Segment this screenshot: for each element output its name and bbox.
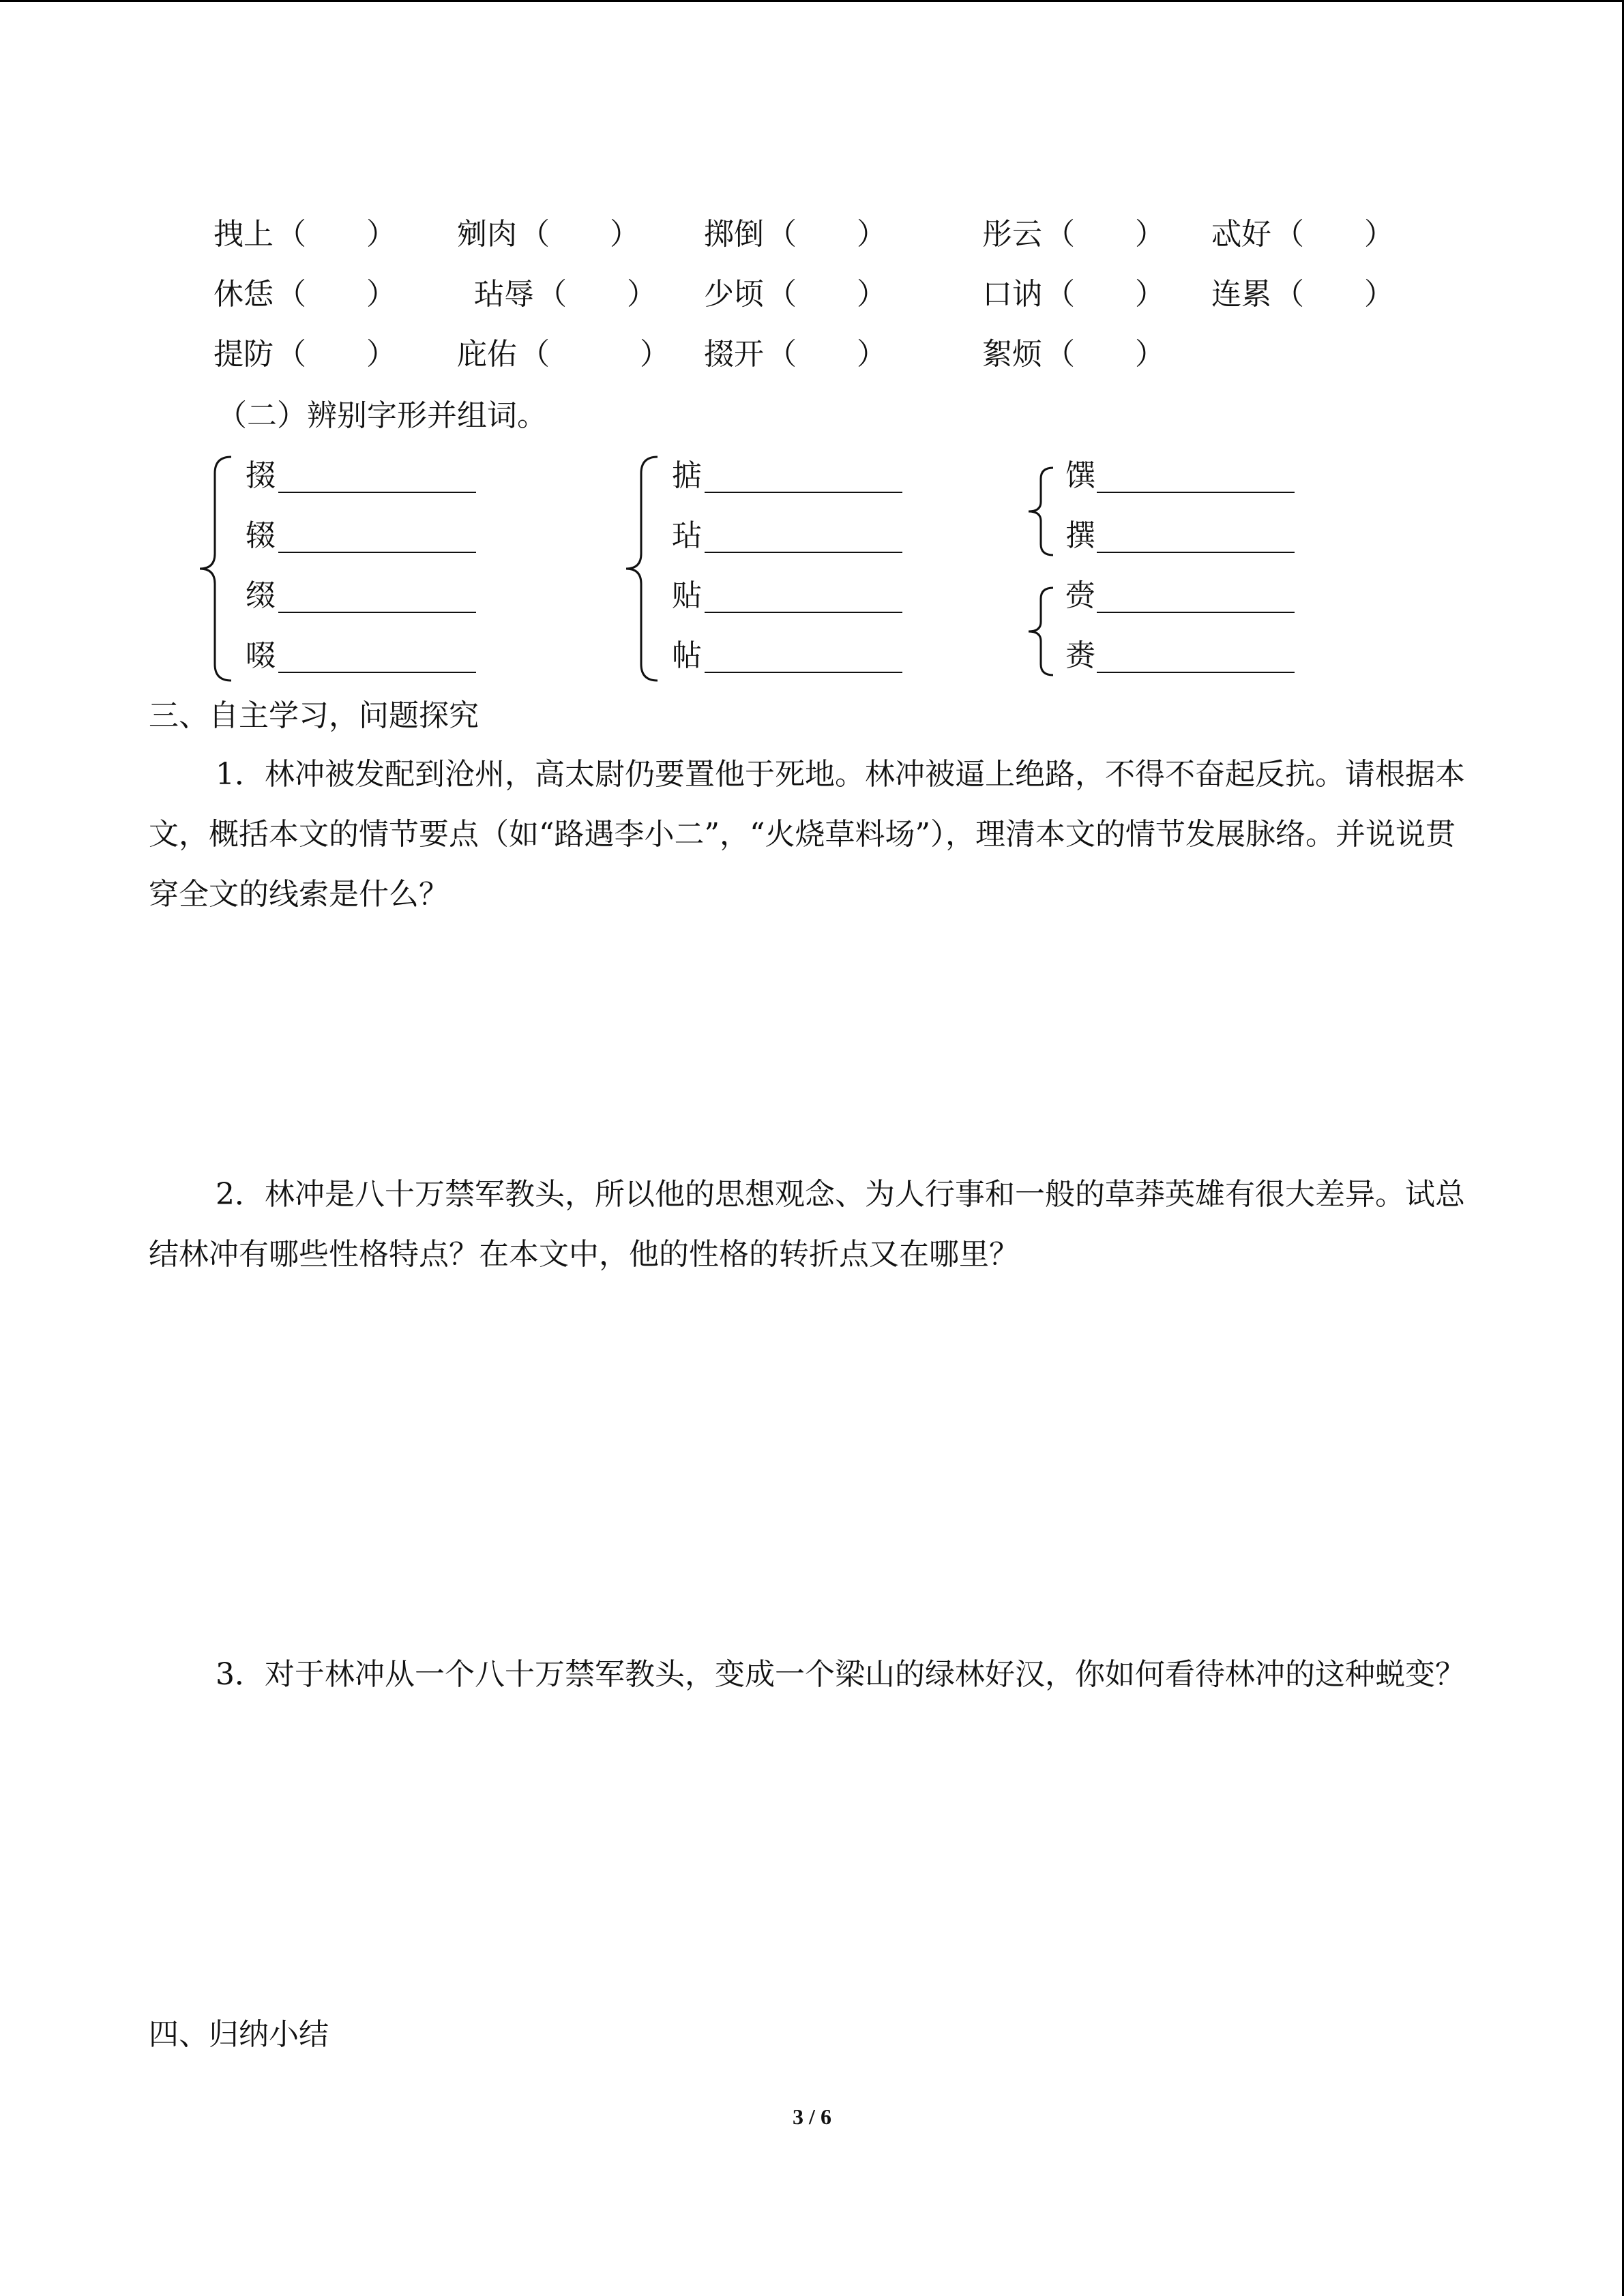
char-item: 啜 [246,638,276,673]
pinyin-answer-blank[interactable]: （ ） [1045,277,1165,312]
answer-line[interactable] [1097,672,1295,673]
pinyin-word: 口讷 [982,277,1042,312]
brace-group-1 [194,453,235,685]
pinyin-word: 少顷 [704,277,764,312]
pinyin-word: 掇开 [704,337,764,372]
answer-line[interactable] [278,492,476,493]
section-3-heading: 三、自主学习，问题探究 [149,698,479,733]
pinyin-word: 彤云 [982,217,1042,252]
question-2: 2．林冲是八十万禁军教头，所以他的思想观念、为人行事和一般的草莽英雄有很大差异。试总结林冲有哪些性格特点？在本文中，他的性格的转折点又在哪里？ [149,1177,1465,1272]
char-item: 赉 [1065,638,1095,673]
pinyin-answer-blank[interactable]: （ ） [1274,217,1394,252]
page-top-border [0,0,1624,2]
char-item: 掇 [246,458,276,493]
answer-line[interactable] [1097,552,1295,553]
brace-group-3b [1023,584,1057,679]
char-item: 帖 [672,638,702,673]
pinyin-answer-blank[interactable]: （ ） [767,337,887,372]
pinyin-answer-blank[interactable]: （ ） [276,277,396,312]
pinyin-word: 忒好 [1211,217,1271,252]
char-item: 缀 [246,578,276,613]
pinyin-word: 拽上 [213,217,274,252]
brace-group-3a [1023,464,1057,559]
answer-line[interactable] [705,672,902,673]
pinyin-answer-blank[interactable]: （ ） [276,337,396,372]
question-3: 3．对于林冲从一个八十万禁军教头，变成一个梁山的绿林好汉，你如何看待林冲的这种蜕变？ [216,1657,1465,1692]
char-item: 贴 [672,578,702,613]
answer-area-3[interactable] [149,1773,1479,2005]
answer-line[interactable] [278,552,476,553]
answer-line[interactable] [705,492,902,493]
answer-line[interactable] [278,672,476,673]
pinyin-answer-blank[interactable]: （ ） [1274,277,1394,312]
pinyin-answer-blank[interactable]: （ ） [276,217,396,252]
pinyin-word: 庇佑 [457,337,517,372]
pinyin-answer-blank[interactable]: （ ） [520,217,640,252]
answer-area-1[interactable] [149,955,1479,1159]
answer-line[interactable] [1097,612,1295,613]
section-2-heading: （二）辨别字形并组词。 [217,398,547,433]
answer-line[interactable] [705,552,902,553]
char-item: 辍 [246,518,276,553]
char-item: 掂 [672,458,702,493]
page-number: 3 / 6 [793,2104,831,2129]
answer-line[interactable] [705,612,902,613]
pinyin-answer-blank[interactable]: （ ） [767,217,887,252]
pinyin-word: 提防 [213,337,274,372]
char-item: 撰 [1065,518,1095,553]
pinyin-word: 絮烦 [982,337,1042,372]
char-item: 玷 [672,518,702,553]
answer-line[interactable] [278,612,476,613]
pinyin-answer-blank[interactable]: （ ） [537,277,657,312]
pinyin-word: 玷辱 [474,277,534,312]
pinyin-word: 剜肉 [457,217,517,252]
pinyin-answer-blank[interactable]: （ ） [767,277,887,312]
pinyin-word: 掷倒 [704,217,764,252]
answer-area-2[interactable] [149,1296,1479,1637]
question-1: 1．林冲被发配到沧州，高太尉仍要置他于死地。林冲被逼上绝路，不得不奋起反抗。请根据本文，概括本文的情节要点（如“路遇李小二”，“火烧草料场”），理清本文的情节发展脉络。并说说贯穿全文的线索是什么？ [149,757,1465,912]
pinyin-answer-blank[interactable]: （ ） [1045,337,1165,372]
pinyin-word: 连累 [1211,277,1271,312]
char-item: 馔 [1065,458,1095,493]
pinyin-word: 休恁 [213,277,274,312]
brace-group-2 [621,453,662,685]
pinyin-answer-blank[interactable]: （ ） [520,337,670,372]
pinyin-answer-blank[interactable]: （ ） [1045,217,1165,252]
section-4-heading: 四、归纳小结 [149,2017,329,2052]
char-item: 赍 [1065,578,1095,613]
answer-line[interactable] [1097,492,1295,493]
